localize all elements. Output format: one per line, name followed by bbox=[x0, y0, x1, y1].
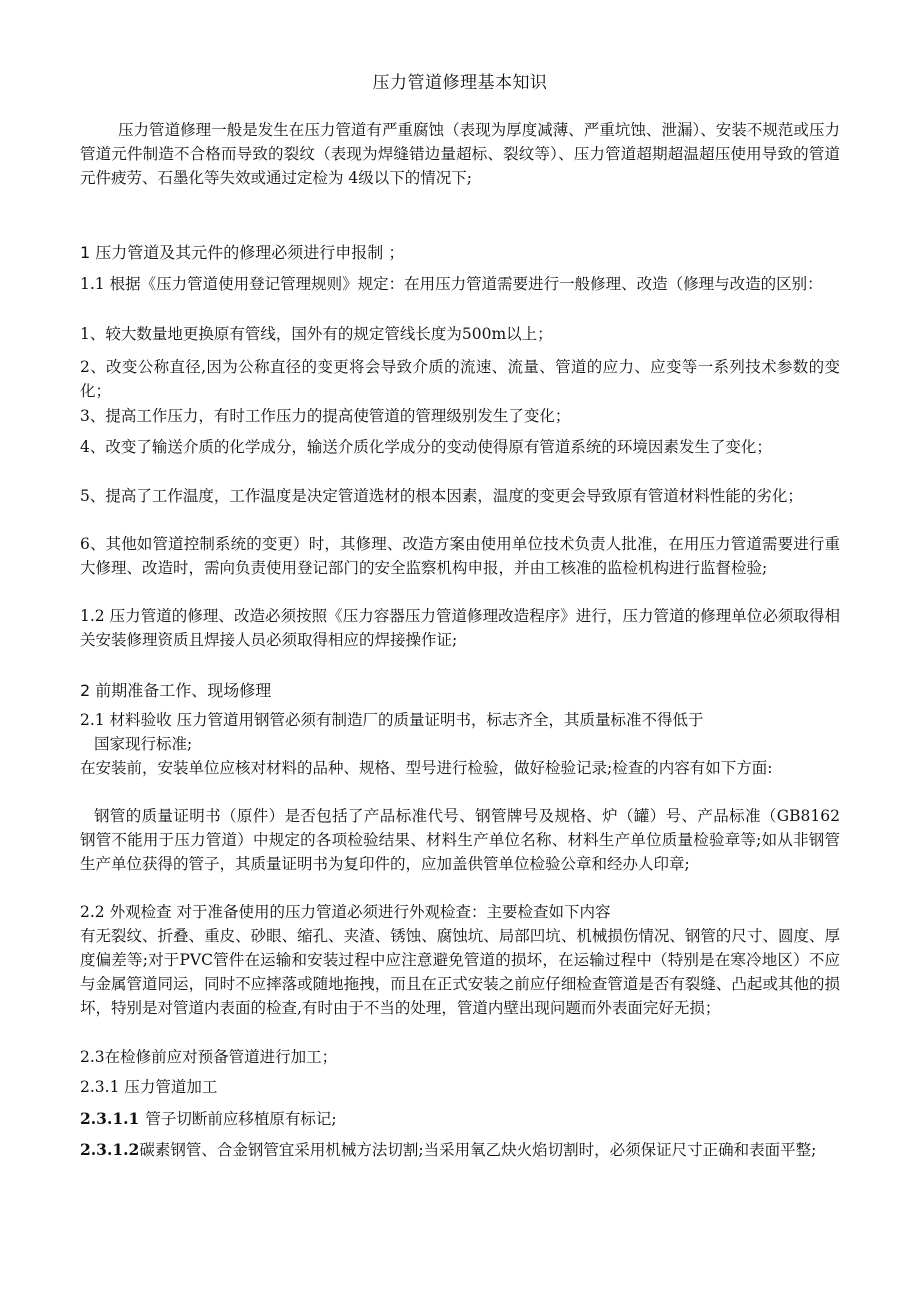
intro-paragraph: 压力管道修理一般是发生在压力管道有严重腐蚀（表现为厚度减薄、严重坑蚀、泄漏）、安装不规范或压力管道元件制造不合格而导致的裂纹（表现为焊缝错边量超标、裂纹等）、压力管道超期超温超压使用导致的管道元件疲劳、石墨化等失效或通过定检为 4级以下的情况下; bbox=[80, 121, 840, 187]
paragraph-1-1: 1.1 根据《压力管道使用登记管理规则》规定：在用压力管道需要进行一般修理、改造（修理与改造的区别： bbox=[80, 275, 823, 293]
paragraph-2-3-1: 2.3.1 压力管道加工 bbox=[80, 1078, 218, 1096]
clause-text: 管子切断前应移植原有标记; bbox=[145, 1110, 337, 1128]
clause-number: 2.3.1.2 bbox=[80, 1140, 140, 1159]
paragraph-2-1-c: 在安装前，安装单位应核对材料的品种、规格、型号进行检验，做好检验记录;检查的内容有如下方面: bbox=[80, 759, 773, 777]
list-item-1: 1、较大数量地更换原有管线，国外有的规定管线长度为500m以上； bbox=[80, 325, 553, 343]
list-item-3: 3、提高工作压力，有时工作压力的提高使管道的管理级别发生了变化； bbox=[80, 407, 571, 425]
section-1-heading: 1 压力管道及其元件的修理必须进行申报制 ； bbox=[80, 243, 405, 262]
clause-number: 2.3.1.1 bbox=[80, 1109, 140, 1128]
paragraph-2-3: 2.3在检修前应对预备管道进行加工； bbox=[80, 1048, 338, 1066]
section-2-heading: 2 前期准备工作、现场修理 bbox=[80, 681, 272, 700]
paragraph-2-3-1-2 bbox=[80, 1138, 840, 1162]
paragraph-2-2-a: 2.2 外观检查 对于准备使用的压力管道必须进行外观检查：主要检查如下内容 bbox=[80, 903, 611, 921]
paragraph-2-1-b: 国家现行标准; bbox=[94, 735, 193, 753]
list-item-2: 2、改变公称直径,因为公称直径的变更将会导致介质的流速、流量、管道的应力、应变等一系列技术参数的变化； bbox=[80, 358, 840, 400]
paragraph-1-2: 1.2 压力管道的修理、改造必须按照《压力容器压力管道修理改造程序》进行，压力管道的修理单位必须取得相关安装修理资质且焊接人员必须取得相应的焊接操作证; bbox=[80, 607, 840, 649]
paragraph-2-3-1-1 bbox=[80, 1107, 840, 1131]
list-item-5: 5、提高了工作温度，工作温度是决定管道选材的根本因素，温度的变更会导致原有管道材料性能的劣化； bbox=[80, 487, 803, 505]
list-item-4: 4、改变了输送介质的化学成分，输送介质化学成分的变动使得原有管道系统的环境因素发生了变化； bbox=[80, 438, 772, 456]
list-item-6: 6、其他如管道控制系统的变更）时，其修理、改造方案由使用单位技术负责人批准，在用压力管道需要进行重大修理、改造时，需向负责使用登记部门的安全监察机构申报，并由工核准的监检机构进行监督检验; bbox=[80, 535, 840, 577]
paragraph-2-1-d: 钢管的质量证明书（原件）是否包括了产品标准代号、钢管牌号及规格、炉（罐）号、产品标准（GB8162 钢管不能用于压力管道）中规定的各项检验结果、材料生产单位名称、材料生产单位质量检验章等;如从非钢管生产单位获得的管子，其质量证明书为复印件的，应加盖供管单位检验公章和经办人印章; bbox=[80, 807, 840, 873]
clause-text: 碳素钢管、合金钢管宜采用机械方法切割;当采用氧乙炔火焰切割时，必须保证尺寸正确和表面平整; bbox=[139, 1141, 817, 1159]
paragraph-2-1-a: 2.1 材料验收 压力管道用钢管必须有制造厂的质量证明书，标志齐全，其质量标准不得低于 bbox=[80, 711, 704, 729]
paragraph-2-2-b: 有无裂纹、折叠、重皮、砂眼、缩孔、夹渣、锈蚀、腐蚀坑、局部凹坑、机械损伤情况、钢管的尺寸、圆度、厚度偏差等;对于PVC管件在运输和安装过程中应注意避免管道的损坏，在运输过程中（特别是在寒冷地区）不应与金属管道同运，同时不应摔落或随地拖拽，而且在正式安装之前应仔细检查管道是否有裂缝、凸起或其他的损坏，特别是对管道内表面的检查,有时由于不当的处理，管道内壁出现问题而外表面完好无损； bbox=[80, 927, 840, 1017]
page-title: 压力管道修理基本知识 bbox=[372, 73, 548, 93]
